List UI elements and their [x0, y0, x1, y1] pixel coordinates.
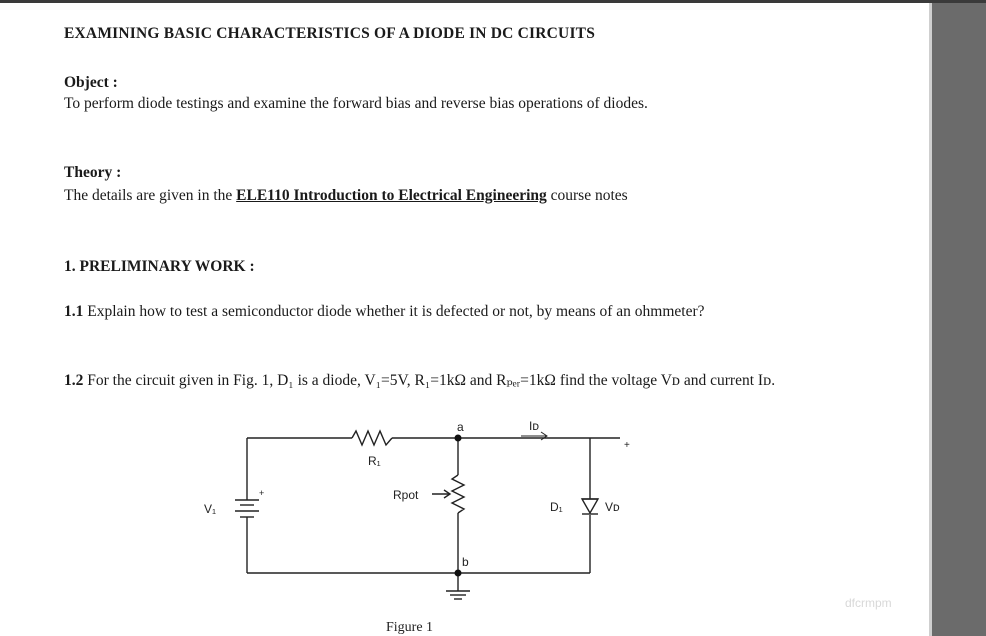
diode-label: D₁	[550, 500, 563, 514]
resistor-r1	[352, 431, 392, 445]
theory-post: course notes	[546, 187, 628, 204]
theory-heading: Theory :	[64, 164, 122, 181]
circuit-figure	[0, 3, 932, 636]
question-1-2-number: 1.2	[64, 372, 84, 389]
diode-d1	[582, 499, 598, 513]
document-title: EXAMINING BASIC CHARACTERISTICS OF A DIODE IN DC CIRCUITS	[64, 25, 596, 42]
course-reference: ELE110 Introduction to Electrical Engineering	[236, 187, 547, 204]
output-plus: +	[624, 440, 630, 451]
node-b-label: b	[462, 555, 469, 569]
node-b-dot	[455, 570, 462, 577]
question-1-2-text: For the circuit given in Fig. 1, D₁ is a diode, V₁=5V, R₁=1kΩ and Rₚₑᵣ=1kΩ find the voltage Vᴅ and current Iᴅ.	[83, 372, 776, 389]
object-text: To perform diode testings and examine the forward bias and reverse bias operations of diodes.	[64, 95, 648, 112]
figure-caption: Figure 1	[386, 620, 434, 635]
r1-label: R₁	[368, 454, 381, 468]
rpot-label: Rpot	[393, 488, 419, 502]
battery-plus: +	[259, 488, 265, 498]
question-1-1-text: Explain how to test a semiconductor diode whether it is defected or not, by means of an ohmmeter?	[83, 303, 705, 320]
question-1-1-number: 1.1	[64, 303, 84, 320]
theory-pre: The details are given in the	[64, 187, 237, 204]
source-label: V₁	[204, 502, 217, 516]
section-heading: 1. PRELIMINARY WORK :	[64, 258, 255, 275]
current-label: Iᴅ	[529, 419, 539, 433]
document-page	[0, 3, 932, 636]
vd-label: Vᴅ	[605, 500, 620, 514]
node-a-dot	[455, 435, 462, 442]
node-a-label: a	[457, 420, 464, 434]
object-heading: Object :	[64, 74, 118, 91]
watermark: dfcrmpm	[845, 596, 892, 610]
resistor-rpot	[452, 475, 464, 513]
viewer-gutter	[932, 3, 986, 636]
